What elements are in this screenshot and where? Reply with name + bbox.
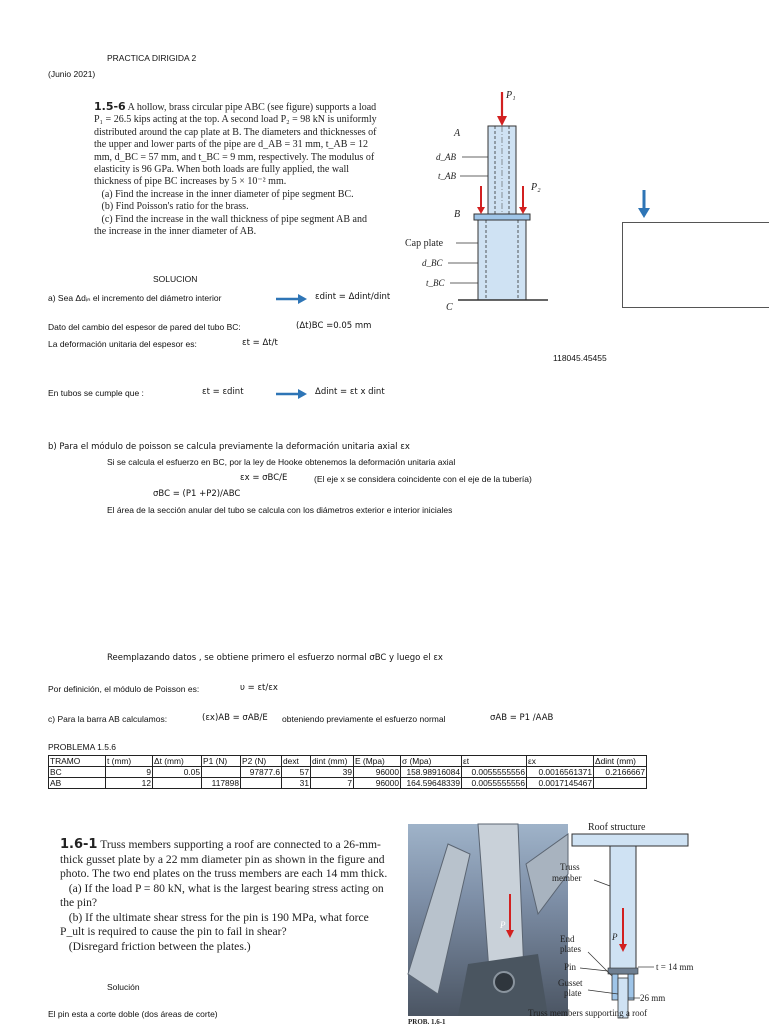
table-cell: 7 xyxy=(311,778,354,789)
table-cell: 0.2166667 xyxy=(594,767,647,778)
table-cell xyxy=(202,767,241,778)
tab-label: t_AB xyxy=(438,171,456,181)
pin-note: El pin esta a corte doble (dos áreas de corte) xyxy=(48,1009,218,1019)
solucion-161-label: Solución xyxy=(107,982,140,992)
tubos-formula-2: Δdint = εt x dint xyxy=(315,387,385,397)
p1-label: P₁ xyxy=(506,90,516,101)
solucion-label: SOLUCION xyxy=(153,274,198,284)
end-plate-left xyxy=(612,974,618,1000)
pipe-bc xyxy=(478,220,526,300)
table-cell: 96000 xyxy=(354,778,401,789)
problem-156-line: plate at B. The diameters and thicknesses of the upper xyxy=(94,126,377,151)
problem-156-line: load P₂ = 98 kN is uniformly distributed around the cap xyxy=(94,114,377,138)
roof-structure-label: Roof structure xyxy=(588,822,646,833)
table-cell: 9 xyxy=(106,767,153,778)
table-cell: 0.0055555556 xyxy=(462,767,527,778)
problem-161-line: (a) If the load P = 80 kN, what is the largest bearing xyxy=(68,881,310,895)
solution-c-line: c) Para la barra AB calculamos: xyxy=(48,714,168,724)
point-b-label: B xyxy=(454,209,461,220)
problem-161-line: Truss members supporting a roof are connected to a xyxy=(100,838,341,851)
solution-b-note: (El eje x se considera coincidente con el eje de la tubería) xyxy=(314,474,532,484)
table-cell: 57 xyxy=(282,767,311,778)
problem-156-line: supports a load P₁ = 26.5 kips acting at the top. A second xyxy=(94,102,377,126)
problem-156-line: (a) Find the increase in the inner diameter of pipe xyxy=(101,188,300,200)
problem-161-line: truss members are each 14 mm thick. xyxy=(214,867,388,880)
solution-b-formula-2: σBC = (P1 +P2)/ABC xyxy=(153,489,241,499)
table-cell: 96000 xyxy=(354,767,401,778)
problem-156-line: and lower parts of the pipe are d_AB = 31 mm, t_AB = 12 mm, xyxy=(94,139,369,163)
table-cell: 158.98916084 xyxy=(401,767,462,778)
gusset-label: Gusset xyxy=(558,978,583,988)
solution-b-formula-1: εx = σBC/E xyxy=(240,473,288,483)
table-cell: 97877.6 xyxy=(241,767,282,778)
table-row xyxy=(49,778,647,789)
table-caption: PROBLEMA 1.5.6 xyxy=(48,742,117,752)
table-header: E (Mpa) xyxy=(354,756,401,767)
solution-c-formula-2: σAB = P1 /AAB xyxy=(490,713,554,723)
problem-161-line: what force P_ult is required to cause the pin to fail in shear? xyxy=(60,910,369,938)
solution-b-area: El área de la sección anular del tubo se calcula con los diámetros exterior e interior iniciales xyxy=(107,505,453,515)
roof-beam xyxy=(572,834,688,846)
cap-plate xyxy=(474,214,530,220)
definicion-line: Por definición, el módulo de Poisson es: xyxy=(48,684,200,694)
table-header: dint (mm) xyxy=(311,756,354,767)
computed-number: 118045.45455 xyxy=(553,353,607,363)
problem-156-line: d_BC = 57 mm, and t_BC = 9 mm, respectively. The modulus xyxy=(114,151,364,163)
dato-value: (Δt)BC =0.05 mm xyxy=(296,321,372,331)
table-cell xyxy=(594,778,647,789)
table-header: Δdint (mm) xyxy=(594,756,647,767)
table-cell xyxy=(153,778,202,789)
problem-156-line: of AB. xyxy=(229,226,257,238)
pin-label: Pin xyxy=(564,962,577,972)
end-plate-right xyxy=(628,974,634,1000)
table-cell: 0.0055555556 xyxy=(462,778,527,789)
table-header: εt xyxy=(462,756,527,767)
table-cell: AB xyxy=(49,778,106,789)
point-c-label: C xyxy=(446,302,453,313)
table-cell: 39 xyxy=(311,767,354,778)
table-row xyxy=(49,767,647,778)
doc-title: PRACTICA DIRIGIDA 2 xyxy=(107,53,197,63)
deformacion-line: La deformación unitaria del espesor es: xyxy=(48,339,197,349)
table-header: t (mm) xyxy=(106,756,153,767)
table-header: TRAMO xyxy=(49,756,106,767)
problem-156-line: segment BC. xyxy=(301,188,354,200)
problem-161-line: shown in the figure and photo. The two end plates on the xyxy=(60,852,385,880)
table-cell: 0.0016561371 xyxy=(527,767,594,778)
truss-diagram xyxy=(528,818,764,1024)
sketch-box xyxy=(622,222,769,308)
plates-label: plates xyxy=(560,944,581,954)
cap-plate-label: Cap plate xyxy=(405,238,444,249)
pipe-figure xyxy=(398,86,568,314)
member-label: member xyxy=(552,873,582,883)
reemplazando-line: Reemplazando datos , se obtiene primero el esfuerzo normal σBC y luego el εx xyxy=(107,653,443,663)
arrow-right-icon xyxy=(276,293,308,305)
table-header: εx xyxy=(527,756,594,767)
problem-161-line: (Disregard friction between the plates.) xyxy=(68,939,251,953)
solution-a-line: a) Sea Δdᵢₙ el incremento del diámetro interior xyxy=(48,293,222,303)
solution-c-formula-1: (εx)AB = σAB/E xyxy=(202,713,268,723)
problem-156-line: (b) Find Poisson's ratio for the brass. xyxy=(101,201,249,213)
truss-photo xyxy=(408,824,568,1016)
problem-161-line: 26-mm-thick gusset plate by a 22 mm diameter pin as xyxy=(60,838,381,866)
thickness-26-label: 26 mm xyxy=(640,993,666,1003)
solution-c-mid: obteniendo previamente el esfuerzo normal xyxy=(282,714,446,724)
dato-line: Dato del cambio del espesor de pared del tubo BC: xyxy=(48,322,241,332)
problem-161-text xyxy=(60,838,396,954)
tbc-label: t_BC xyxy=(426,278,445,288)
table-header: P1 (N) xyxy=(202,756,241,767)
problem-156-line: (c) Find the increase in the wall thickness of xyxy=(101,213,279,225)
truss-p-label: P xyxy=(612,932,618,942)
table-cell: BC xyxy=(49,767,106,778)
pin xyxy=(608,968,638,974)
down-arrow-icon xyxy=(636,190,652,220)
problem-161-line: stress acting on the pin? xyxy=(60,881,384,909)
table-cell xyxy=(241,778,282,789)
problem-156-line: A hollow, brass circular pipe ABC (see figure) xyxy=(127,102,314,113)
table-header: dext xyxy=(282,756,311,767)
deformacion-formula: εt = Δt/t xyxy=(242,338,278,348)
arrow-right-icon xyxy=(276,388,308,400)
end-label: End xyxy=(560,934,575,944)
problem-161-number: 1.6-1 xyxy=(60,837,98,852)
table-cell: 0.05 xyxy=(153,767,202,778)
dab-label: d_AB xyxy=(436,152,456,162)
table-header-row xyxy=(49,756,647,767)
truss-caption: Truss members supporting a roof xyxy=(528,1008,648,1018)
problem-156-line: the wall thickness of pipe BC increases by 5 × 10⁻² mm. xyxy=(94,164,350,188)
table-header: P2 (N) xyxy=(241,756,282,767)
tubos-formula-1: εt = εdint xyxy=(202,387,244,397)
plate-label: plate xyxy=(564,988,582,998)
poisson-formula: υ = εt/εx xyxy=(240,683,278,693)
tubos-line: En tubos se cumple que : xyxy=(48,388,144,398)
point-a-label: A xyxy=(454,128,461,139)
solution-b-line: b) Para el módulo de poisson se calcula previamente la deformación unitaria axial εx xyxy=(48,442,410,452)
results-table xyxy=(48,755,647,789)
doc-date: (Junio 2021) xyxy=(48,69,96,79)
problem-156-line: pipe segment AB and the increase in the inner diameter xyxy=(94,213,367,238)
table-header: Δt (mm) xyxy=(153,756,202,767)
table-cell: 164.59648339 xyxy=(401,778,462,789)
problem-156-line: of elasticity is 96 GPa. When both loads are fully applied, xyxy=(94,151,375,176)
problem-156-number: 1.5-6 xyxy=(94,100,126,113)
thickness-14-label: t = 14 mm xyxy=(656,962,694,972)
table-cell: 31 xyxy=(282,778,311,789)
dbc-label: d_BC xyxy=(422,258,443,268)
photo-p-label: P xyxy=(500,920,506,930)
solution-b-line2: Si se calcula el esfuerzo en BC, por la ley de Hooke obtenemos la deformación unitaria axial xyxy=(107,457,456,467)
table-cell: 117898 xyxy=(202,778,241,789)
prob-161-caption: PROB. 1.6-1 xyxy=(408,1018,446,1026)
table-header: σ (Mpa) xyxy=(401,756,462,767)
problem-156-text xyxy=(94,101,378,238)
solution-a-formula: εdint = Δdint/dint xyxy=(315,292,391,302)
table-cell: 12 xyxy=(106,778,153,789)
truss-label: Truss xyxy=(560,862,580,872)
p2-label: P₂ xyxy=(531,182,541,193)
problem-161-line: (b) If the ultimate shear stress for the pin is 190 MPa, xyxy=(68,910,317,924)
table-cell: 0.0017145467 xyxy=(527,778,594,789)
p1-arrowhead xyxy=(497,116,507,126)
